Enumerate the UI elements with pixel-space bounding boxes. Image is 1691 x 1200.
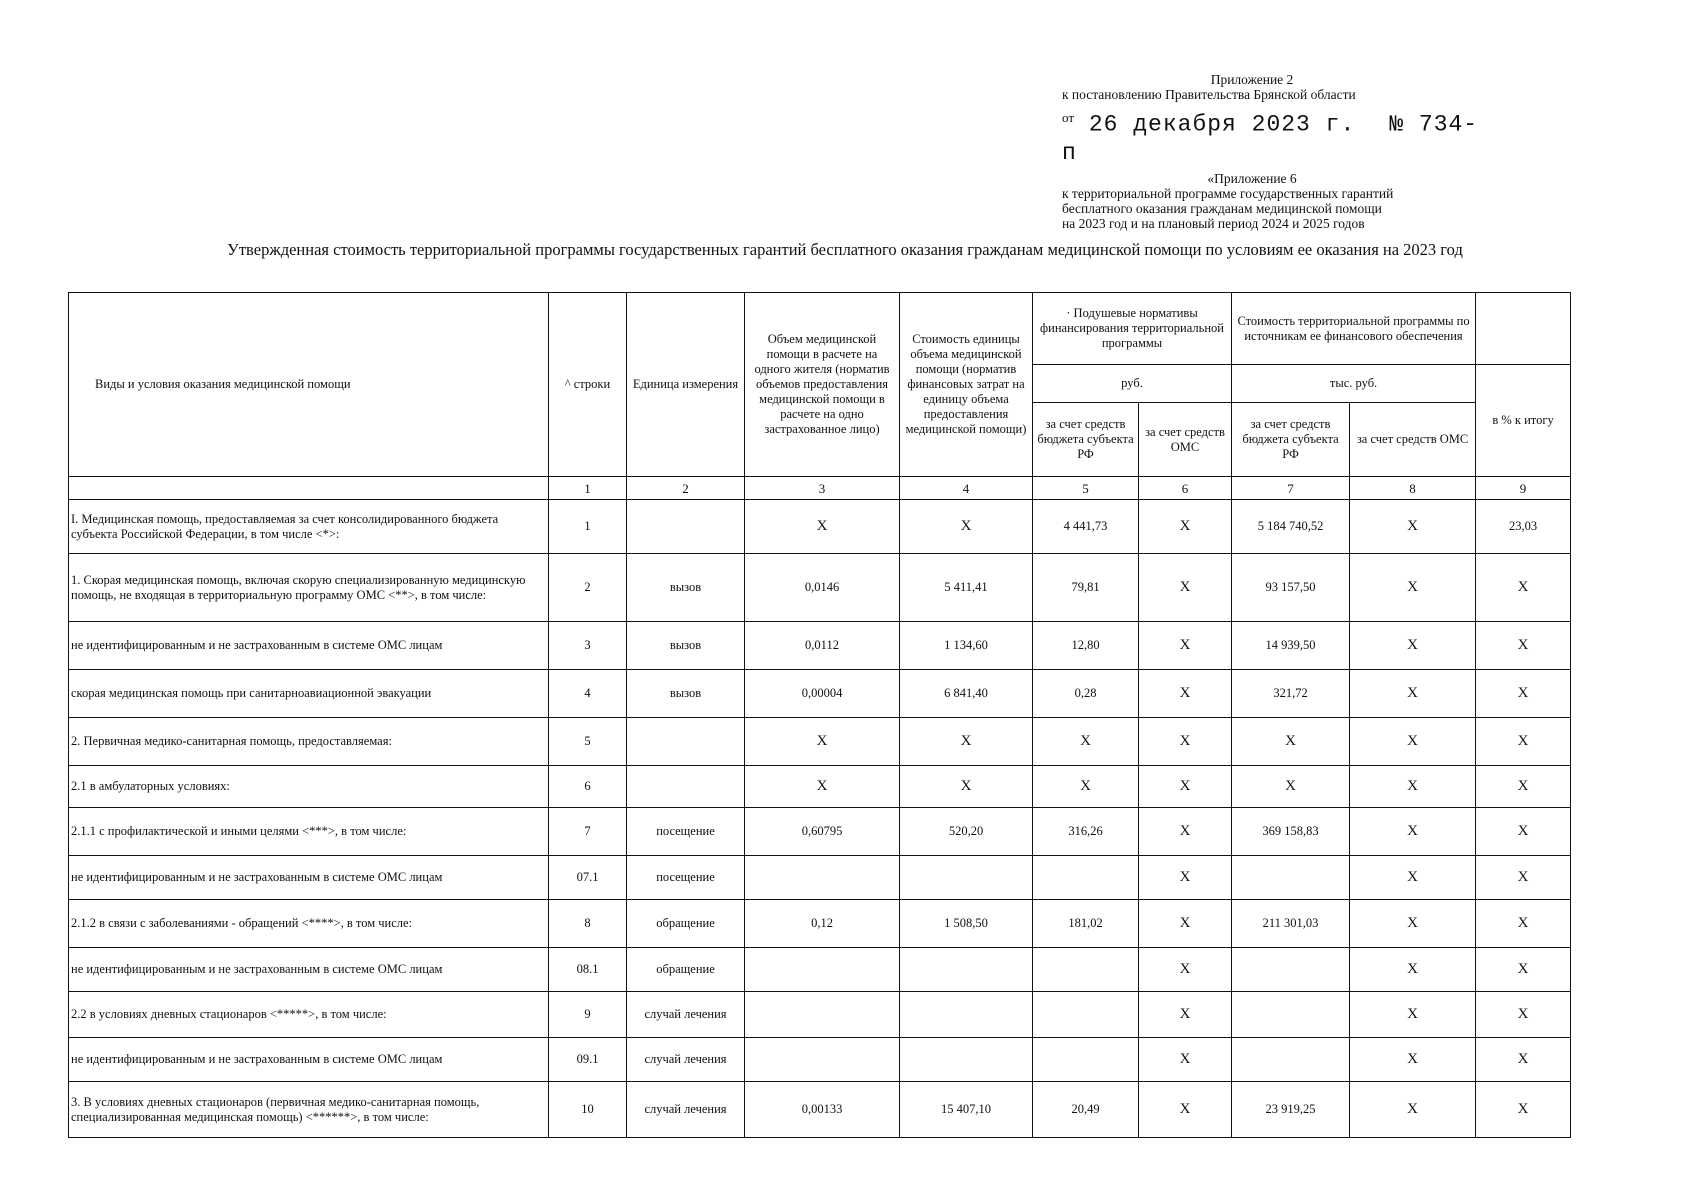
column-index-cell: 2 xyxy=(627,477,745,500)
row-percent: X xyxy=(1476,808,1571,856)
row-unit-cost xyxy=(900,1038,1033,1082)
row-per-capita-oms: X xyxy=(1139,1038,1232,1082)
row-cost-oms: X xyxy=(1350,948,1476,992)
row-cost-budget: 5 184 740,52 xyxy=(1232,500,1350,554)
row-unit-cost xyxy=(900,992,1033,1038)
col-header-budget-thousand: за счет средств бюджета субъекта РФ xyxy=(1232,403,1350,477)
row-cost-budget xyxy=(1232,1038,1350,1082)
row-volume xyxy=(745,948,900,992)
col-header-unit-cost: Стоимость единицы объема медицинской помощи (норматив финансовых затрат на единицу объема предоставления медицинской помощи) xyxy=(900,293,1033,477)
row-per-capita-oms: X xyxy=(1139,808,1232,856)
appendix-2-label: Приложение 2 xyxy=(1210,72,1294,87)
table-row xyxy=(69,948,1571,992)
row-unit-cost: X xyxy=(900,718,1033,766)
row-volume: X xyxy=(745,500,900,554)
row-number: 6 xyxy=(549,766,627,808)
col-header-oms-rub: за счет средств ОМС xyxy=(1139,403,1232,477)
row-name: I. Медицинская помощь, предоставляемая за счет консолидированного бюджета субъекта Российской Федерации, в том числе <*>: xyxy=(69,500,549,554)
row-percent: X xyxy=(1476,670,1571,718)
row-per-capita-budget xyxy=(1033,1038,1139,1082)
col-header-row-number: ^ строки xyxy=(549,293,627,477)
row-unit xyxy=(627,766,745,808)
row-unit: обращение xyxy=(627,948,745,992)
row-per-capita-budget: 316,26 xyxy=(1033,808,1139,856)
row-volume: 0,60795 xyxy=(745,808,900,856)
row-unit-cost: 1 134,60 xyxy=(900,622,1033,670)
row-volume: 0,00004 xyxy=(745,670,900,718)
table-row xyxy=(69,1082,1571,1138)
program-line-3: на 2023 год и на плановый период 2024 и 2025 годов xyxy=(1062,215,1365,231)
row-per-capita-oms: X xyxy=(1139,992,1232,1038)
col-header-thousand-rub: тыс. руб. xyxy=(1232,365,1476,403)
row-per-capita-oms: X xyxy=(1139,1082,1232,1138)
row-unit: случай лечения xyxy=(627,992,745,1038)
row-name: не идентифицированным и не застрахованным в системе ОМС лицам xyxy=(69,1038,549,1082)
row-cost-oms: X xyxy=(1350,670,1476,718)
row-volume: 0,0146 xyxy=(745,554,900,622)
col-header-percent: в % к итогу xyxy=(1476,365,1571,477)
row-percent: X xyxy=(1476,766,1571,808)
document-header xyxy=(1062,72,1482,231)
row-cost-budget: 14 939,50 xyxy=(1232,622,1350,670)
table-row xyxy=(69,992,1571,1038)
row-cost-oms: X xyxy=(1350,1082,1476,1138)
row-per-capita-budget: 181,02 xyxy=(1033,900,1139,948)
row-cost-oms: X xyxy=(1350,1038,1476,1082)
column-index-cell: 7 xyxy=(1232,477,1350,500)
row-per-capita-oms: X xyxy=(1139,766,1232,808)
column-index-cell: 8 xyxy=(1350,477,1476,500)
row-cost-oms: X xyxy=(1350,500,1476,554)
col-header-budget-rub: за счет средств бюджета субъекта РФ xyxy=(1033,403,1139,477)
col-group-empty xyxy=(1476,293,1571,365)
row-name: 1. Скорая медицинская помощь, включая скорую специализированную медицинскую помощь, не входящая в территориальную программу ОМС <**>, в том числе: xyxy=(69,554,549,622)
row-number: 4 xyxy=(549,670,627,718)
row-unit: вызов xyxy=(627,554,745,622)
col-header-oms-thousand: за счет средств ОМС xyxy=(1350,403,1476,477)
row-number: 09.1 xyxy=(549,1038,627,1082)
row-unit: посещение xyxy=(627,808,745,856)
row-name: не идентифицированным и не застрахованным в системе ОМС лицам xyxy=(69,622,549,670)
row-cost-oms: X xyxy=(1350,766,1476,808)
col-header-types: Виды и условия оказания медицинской помощи xyxy=(69,293,549,477)
row-cost-oms: X xyxy=(1350,554,1476,622)
row-cost-oms: X xyxy=(1350,718,1476,766)
row-per-capita-budget: X xyxy=(1033,766,1139,808)
row-per-capita-budget xyxy=(1033,856,1139,900)
row-cost-oms: X xyxy=(1350,992,1476,1038)
row-volume xyxy=(745,992,900,1038)
table-row xyxy=(69,670,1571,718)
row-percent: X xyxy=(1476,992,1571,1038)
row-unit-cost: 1 508,50 xyxy=(900,900,1033,948)
row-name: не идентифицированным и не застрахованным в системе ОМС лицам xyxy=(69,948,549,992)
document-title: Утвержденная стоимость территориальной программы государственных гарантий бесплатного оказания гражданам медицинской помощи по условиям ее оказания на 2023 год xyxy=(227,240,1463,259)
row-per-capita-budget: 20,49 xyxy=(1033,1082,1139,1138)
row-number: 10 xyxy=(549,1082,627,1138)
column-index-cell: 9 xyxy=(1476,477,1571,500)
row-number: 08.1 xyxy=(549,948,627,992)
row-name: 2. Первичная медико-санитарная помощь, предоставляемая: xyxy=(69,718,549,766)
row-per-capita-oms: X xyxy=(1139,554,1232,622)
row-unit-cost: 5 411,41 xyxy=(900,554,1033,622)
row-volume: 0,00133 xyxy=(745,1082,900,1138)
row-percent: X xyxy=(1476,948,1571,992)
col-header-unit: Единица измерения xyxy=(627,293,745,477)
appendix-6-label: «Приложение 6 xyxy=(1207,170,1297,186)
row-volume: 0,0112 xyxy=(745,622,900,670)
row-number: 8 xyxy=(549,900,627,948)
row-unit: обращение xyxy=(627,900,745,948)
row-percent: X xyxy=(1476,1082,1571,1138)
table-row xyxy=(69,718,1571,766)
col-group-program-cost: Стоимость территориальной программы по источникам ее финансового обеспечения xyxy=(1232,293,1476,365)
row-unit xyxy=(627,500,745,554)
row-unit xyxy=(627,718,745,766)
row-per-capita-budget: X xyxy=(1033,718,1139,766)
row-unit-cost xyxy=(900,856,1033,900)
col-header-rub: руб. xyxy=(1033,365,1232,403)
row-unit: посещение xyxy=(627,856,745,900)
row-number: 07.1 xyxy=(549,856,627,900)
row-unit-cost: 520,20 xyxy=(900,808,1033,856)
row-number: 9 xyxy=(549,992,627,1038)
row-volume: X xyxy=(745,718,900,766)
row-number: 3 xyxy=(549,622,627,670)
row-cost-budget xyxy=(1232,948,1350,992)
row-percent: X xyxy=(1476,554,1571,622)
row-per-capita-oms: X xyxy=(1139,948,1232,992)
row-percent: X xyxy=(1476,718,1571,766)
table-row xyxy=(69,622,1571,670)
row-volume: 0,12 xyxy=(745,900,900,948)
row-name: 3. В условиях дневных стационаров (первичная медико-санитарная помощь, специализированная медицинская помощь) <******>, в том числе: xyxy=(69,1082,549,1138)
col-header-volume: Объем медицинской помощи в расчете на одного жителя (норматив объемов предоставления медицинской помощи в расчете на одно застрахованное лицо) xyxy=(745,293,900,477)
row-cost-budget: X xyxy=(1232,718,1350,766)
column-index-cell xyxy=(69,477,549,500)
row-unit: случай лечения xyxy=(627,1082,745,1138)
row-volume xyxy=(745,856,900,900)
row-unit-cost: X xyxy=(900,766,1033,808)
resolution-line: к постановлению Правительства Брянской области xyxy=(1062,87,1356,102)
row-per-capita-oms: X xyxy=(1139,856,1232,900)
column-index-cell: 5 xyxy=(1033,477,1139,500)
row-percent: X xyxy=(1476,1038,1571,1082)
row-percent: X xyxy=(1476,856,1571,900)
column-index-cell: 1 xyxy=(549,477,627,500)
row-cost-budget xyxy=(1232,992,1350,1038)
row-unit-cost: X xyxy=(900,500,1033,554)
table-row xyxy=(69,856,1571,900)
row-unit-cost xyxy=(900,948,1033,992)
row-cost-oms: X xyxy=(1350,808,1476,856)
row-per-capita-budget: 0,28 xyxy=(1033,670,1139,718)
row-volume: X xyxy=(745,766,900,808)
row-unit-cost: 15 407,10 xyxy=(900,1082,1033,1138)
row-cost-oms: X xyxy=(1350,856,1476,900)
row-per-capita-oms: X xyxy=(1139,500,1232,554)
row-percent: X xyxy=(1476,622,1571,670)
row-per-capita-budget: 4 441,73 xyxy=(1033,500,1139,554)
row-cost-budget: 23 919,25 xyxy=(1232,1082,1350,1138)
row-percent: 23,03 xyxy=(1476,500,1571,554)
row-cost-budget: 93 157,50 xyxy=(1232,554,1350,622)
row-cost-oms: X xyxy=(1350,622,1476,670)
date-prefix: от xyxy=(1062,110,1075,125)
row-number: 1 xyxy=(549,500,627,554)
row-per-capita-budget xyxy=(1033,992,1139,1038)
row-percent: X xyxy=(1476,900,1571,948)
row-per-capita-oms: X xyxy=(1139,900,1232,948)
table-row xyxy=(69,1038,1571,1082)
row-name: не идентифицированным и не застрахованным в системе ОМС лицам xyxy=(69,856,549,900)
row-cost-budget: 321,72 xyxy=(1232,670,1350,718)
row-cost-budget: 369 158,83 xyxy=(1232,808,1350,856)
row-cost-oms: X xyxy=(1350,900,1476,948)
table-row xyxy=(69,766,1571,808)
resolution-date-number xyxy=(1062,104,1482,167)
row-name: 2.2 в условиях дневных стационаров <*****>, в том числе: xyxy=(69,992,549,1038)
row-unit: случай лечения xyxy=(627,1038,745,1082)
row-per-capita-budget xyxy=(1033,948,1139,992)
row-volume xyxy=(745,1038,900,1082)
cost-table xyxy=(68,292,1571,1138)
column-index-cell: 4 xyxy=(900,477,1033,500)
table-row xyxy=(69,500,1571,554)
row-unit: вызов xyxy=(627,622,745,670)
row-number: 7 xyxy=(549,808,627,856)
column-index-cell: 6 xyxy=(1139,477,1232,500)
table-row xyxy=(69,554,1571,622)
row-name: 2.1.2 в связи с заболеваниями - обращений <****>, в том числе: xyxy=(69,900,549,948)
row-per-capita-budget: 79,81 xyxy=(1033,554,1139,622)
row-cost-budget: 211 301,03 xyxy=(1232,900,1350,948)
col-group-per-capita: · Подушевые нормативы финансирования территориальной программы xyxy=(1033,293,1232,365)
row-unit: вызов xyxy=(627,670,745,718)
row-cost-budget xyxy=(1232,856,1350,900)
row-per-capita-oms: X xyxy=(1139,670,1232,718)
resolution-date: 26 декабря 2023 г. xyxy=(1088,111,1356,138)
program-line-2: бесплатного оказания гражданам медицинской помощи xyxy=(1062,200,1382,216)
row-per-capita-oms: X xyxy=(1139,622,1232,670)
table-row xyxy=(69,808,1571,856)
row-cost-budget: X xyxy=(1232,766,1350,808)
row-name: 2.1 в амбулаторных условиях: xyxy=(69,766,549,808)
row-number: 2 xyxy=(549,554,627,622)
program-line-1: к территориальной программе государственных гарантий xyxy=(1062,185,1394,201)
column-index-row xyxy=(69,477,1571,500)
row-per-capita-oms: X xyxy=(1139,718,1232,766)
row-unit-cost: 6 841,40 xyxy=(900,670,1033,718)
resolution-number: № 734-п xyxy=(1062,111,1479,166)
table-row xyxy=(69,900,1571,948)
row-name: скорая медицинская помощь при санитарноавиационной эвакуации xyxy=(69,670,549,718)
column-index-cell: 3 xyxy=(745,477,900,500)
row-name: 2.1.1 с профилактической и иными целями <***>, в том числе: xyxy=(69,808,549,856)
row-number: 5 xyxy=(549,718,627,766)
row-per-capita-budget: 12,80 xyxy=(1033,622,1139,670)
